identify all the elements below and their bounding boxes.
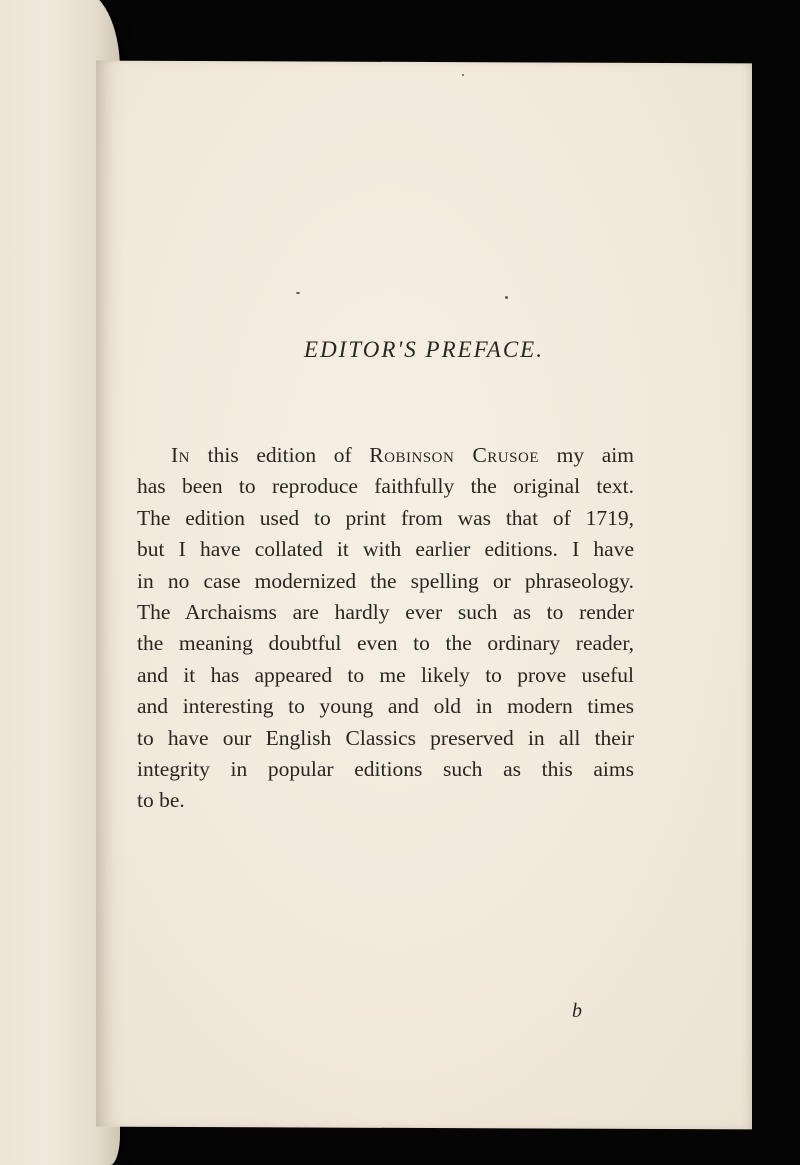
text-line: The edition used to print from was that of 1719, [137,505,634,530]
preface-paragraph [137,440,634,817]
page-heading: EDITOR'S PREFACE. [304,337,544,362]
paper-speck [505,296,508,299]
paper-speck [296,292,300,294]
book-title: Robinson Crusoe [369,443,539,467]
text-fragment: this edition of [190,443,370,467]
text-line [137,440,634,471]
text-line: and it has appeared to me likely to prove useful [137,662,634,687]
text-line: The Archaisms are hardly ever such as to render [137,599,634,624]
text-line: to be. [137,788,185,813]
text-line: has been to reproduce faithfully the original text. [137,474,634,499]
text-line: in no case modernized the spelling or phraseology. [137,568,634,593]
signature-mark: b [572,1000,582,1022]
paper-speck [462,74,464,76]
text-line: and interesting to young and old in modern times [137,694,634,719]
text-line: the meaning doubtful even to the ordinary reader, [137,631,634,656]
text-line: to have our English Classics preserved in all their [137,725,634,750]
text-line: but I have collated it with earlier editions. I have [137,537,634,562]
text-fragment: my aim [538,443,635,467]
text-line: integrity in popular editions such as this aims [137,756,634,781]
drop-word: In [171,443,190,467]
